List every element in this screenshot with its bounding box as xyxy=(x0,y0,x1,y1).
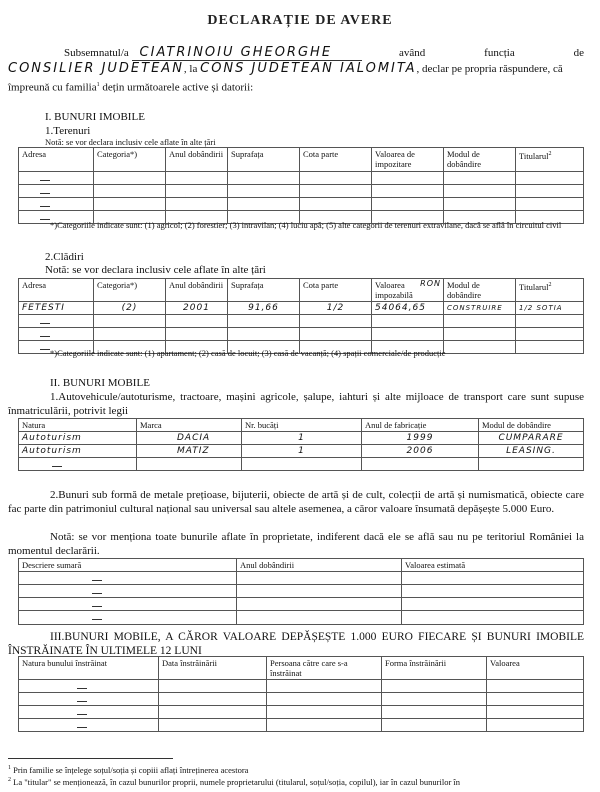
col-header: Adresa xyxy=(19,148,94,172)
table-row xyxy=(19,693,584,706)
table-cell: 1/2 SOTIA xyxy=(516,302,584,315)
bunuri-table xyxy=(18,558,584,625)
table-row xyxy=(19,458,584,471)
terenuri-table xyxy=(18,147,584,224)
col-header: Natura bunului înstrăinat xyxy=(19,657,159,680)
col-header: Persoana către care s-a înstrăinat xyxy=(267,657,382,680)
table-cell: MATIZ xyxy=(137,445,242,458)
col-header: Descriere sumară xyxy=(19,559,237,572)
col-header-text: Titularul xyxy=(519,281,549,292)
col-header: Suprafața xyxy=(228,148,300,172)
footnote-ref-2: 2 xyxy=(548,282,552,288)
dash-mark xyxy=(40,193,50,194)
table-row xyxy=(19,432,584,445)
col-header: Categoria*) xyxy=(94,279,166,302)
col-header: Anul dobândirii xyxy=(166,148,228,172)
table-cell: 2006 xyxy=(362,445,479,458)
col-header: Valoarea xyxy=(487,657,584,680)
dash-mark xyxy=(40,349,50,350)
dash-mark xyxy=(92,619,102,620)
table-cell: 91,66 xyxy=(228,302,300,315)
table-row xyxy=(19,328,584,341)
table-cell xyxy=(19,719,159,732)
col-header: Modul de dobândire xyxy=(479,419,584,432)
footnote-2-text: La "titular" se menționează, în cazul bunurilor proprii, numele proprietarului (titularul, soțul/soția, copilul), iar în cazul bunurilor în xyxy=(11,776,461,787)
table-header-row xyxy=(19,657,584,680)
table-row xyxy=(19,598,584,611)
col-header: Cota parte xyxy=(300,279,372,302)
col-header xyxy=(516,148,584,172)
table-cell: (2) xyxy=(94,302,166,315)
table-cell: 1/2 xyxy=(300,302,372,315)
section-2-heading: II. BUNURI MOBILE xyxy=(50,377,150,389)
footnote-ref-2: 2 xyxy=(548,151,552,157)
table-cell xyxy=(19,680,159,693)
table-cell xyxy=(19,198,94,211)
at-label: , la xyxy=(183,63,198,75)
col-header: Anul dobândirii xyxy=(166,279,228,302)
dash-mark xyxy=(40,180,50,181)
col-header: Cota parte xyxy=(300,148,372,172)
intro-line-2 xyxy=(8,62,584,76)
cladiri-heading: 2.Clădiri xyxy=(45,251,84,263)
ron-annotation: RON xyxy=(420,279,441,288)
col-header: Marca xyxy=(137,419,242,432)
table-row xyxy=(19,719,584,732)
table-cell: CUMPARARE xyxy=(479,432,584,445)
table-row xyxy=(19,445,584,458)
table-row xyxy=(19,315,584,328)
table-cell: DACIA xyxy=(137,432,242,445)
declarant-name: CIATRINOIU GHEORGHE xyxy=(132,46,362,61)
dash-mark xyxy=(77,714,87,715)
footnote-divider xyxy=(8,758,173,759)
table-row xyxy=(19,572,584,585)
vehicule-table xyxy=(18,418,584,471)
terenuri-heading: 1.Terenuri xyxy=(45,125,91,137)
col-header: Natura xyxy=(19,419,137,432)
section-3-heading: III.BUNURI MOBILE, A CĂROR VALOARE DEPĂȘEȘTE 1.000 EURO FIECARE ȘI BUNURI IMOBILE ÎNSTRĂINATE ÎN ULTIMELE 12 LUNI xyxy=(8,631,584,657)
table-cell: Autoturism xyxy=(19,432,137,445)
table-cell xyxy=(19,315,94,328)
table-cell: 54064,65 xyxy=(372,302,444,315)
page-title: DECLARAȚIE DE AVERE xyxy=(207,13,393,28)
function-value: CONSILIER JUDETEAN xyxy=(8,61,184,76)
footnote-2-marker: 2 xyxy=(8,777,11,783)
footnote-1-marker: 1 xyxy=(8,765,11,771)
dash-mark xyxy=(40,336,50,337)
instrainate-table xyxy=(18,656,584,732)
dash-mark xyxy=(77,727,87,728)
table-cell xyxy=(19,706,159,719)
dash-mark xyxy=(77,701,87,702)
cladiri-note: Notă: se vor declara inclusiv cele aflate în alte țări xyxy=(45,264,266,276)
table-cell: 1 xyxy=(242,432,362,445)
col-header xyxy=(444,148,516,172)
table-row xyxy=(19,185,584,198)
col-header: Anul dobândirii xyxy=(237,559,402,572)
col-header-text: Modul de dobândire xyxy=(447,149,481,169)
col-header xyxy=(516,279,584,302)
dash-mark xyxy=(52,466,62,467)
col-header: Modul de dobândire xyxy=(444,279,516,302)
col-header: Forma înstrăinării xyxy=(382,657,487,680)
dash-mark xyxy=(92,580,102,581)
vehicule-text: 1.Autovehicule/autoturisme, tractoare, mașini agricole, șalupe, iahturi și alte mijloace de transport care sunt supuse înmatriculării, potrivit legii xyxy=(8,391,584,417)
table-cell: 1999 xyxy=(362,432,479,445)
cladiri-table xyxy=(18,278,584,354)
table-header-row xyxy=(19,279,584,302)
table-row xyxy=(19,198,584,211)
terenuri-note: Notă: se vor declara inclusiv cele aflate în alte țări xyxy=(45,137,216,147)
institution-value: CONS JUDETEAN IALOMITA xyxy=(200,61,417,76)
footnote-ref-1: 1 xyxy=(96,82,100,88)
table-cell: 2001 xyxy=(166,302,228,315)
table-header-row xyxy=(19,148,584,172)
intro-rest: dețin următoarele active și datorii: xyxy=(99,81,254,94)
table-cell: CONSTRUIRE xyxy=(444,302,516,315)
table-cell: FETESTI xyxy=(19,302,94,315)
col-header: Valoarea estimată xyxy=(402,559,584,572)
table-cell xyxy=(19,172,94,185)
declare-text: , declar pe propria răspundere, că xyxy=(416,63,563,75)
col-header: Valoarea de impozitare xyxy=(372,148,444,172)
bunuri-note: Notă: se vor menționa toate bunurile aflate în proprietate, indiferent dacă ele se află sau nu pe teritoriul României la momentul declarării. xyxy=(8,531,584,557)
table-cell xyxy=(19,585,237,598)
table-row xyxy=(19,611,584,625)
footnote-2 xyxy=(8,775,593,788)
intro-line-1 xyxy=(64,46,584,61)
col-header: Suprafața xyxy=(228,279,300,302)
table-row xyxy=(19,172,584,185)
dash-mark xyxy=(40,323,50,324)
cladiri-footnote: *)Categoriile indicate sunt: (1) apartament; (2) casă de locuit; (3) casă de vacanță; (4) spații comerciale/de producție xyxy=(50,348,446,358)
col-header: Adresa xyxy=(19,279,94,302)
col-header: Nr. bucăți xyxy=(242,419,362,432)
intro-family: împreună cu familia xyxy=(8,81,97,94)
table-cell xyxy=(19,598,237,611)
table-cell xyxy=(19,185,94,198)
intro-prefix: Subsemnatul/a xyxy=(64,47,129,59)
table-cell: Autoturism xyxy=(19,445,137,458)
terenuri-footnote: *)Categoriile indicate sunt: (1) agricol; (2) forestier; (3) intravilan; (4) luciu apă; (5) alte categorii de terenuri extravilane, dacă se află în circuitul civil xyxy=(50,220,562,230)
table-cell xyxy=(19,328,94,341)
footnote-1-text: Prin familie se înțelege soțul/soția și copiii aflați întreținerea acestora xyxy=(11,764,249,775)
col-header-text: Titularul xyxy=(519,150,549,161)
table-cell xyxy=(19,611,237,625)
table-cell xyxy=(19,572,237,585)
col-header: Data înstrăinării xyxy=(159,657,267,680)
dash-mark xyxy=(92,593,102,594)
bunuri-text: 2.Bunuri sub formă de metale prețioase, bijuterii, obiecte de artă și de cult, colecții de artă și numismatică, obiecte care fac parte din patrimoniul cultural național sau universal sau altele asemenea, a căror valoare însumată depășește 5.000 Euro. xyxy=(8,489,584,515)
table-row xyxy=(19,706,584,719)
table-header-row xyxy=(19,419,584,432)
section-1-heading: I. BUNURI IMOBILE xyxy=(45,111,145,123)
table-cell xyxy=(19,693,159,706)
table-cell: LEASING. xyxy=(479,445,584,458)
table-cell: 1 xyxy=(242,445,362,458)
dash-mark xyxy=(92,606,102,607)
table-row xyxy=(19,680,584,693)
footnote-1 xyxy=(8,763,593,776)
table-cell xyxy=(19,458,137,471)
dash-mark xyxy=(77,688,87,689)
dash-mark xyxy=(40,206,50,207)
function-label: având funcția de xyxy=(399,47,584,59)
table-row xyxy=(19,302,584,315)
intro-line-3 xyxy=(8,78,253,95)
col-header: Anul de fabricație xyxy=(362,419,479,432)
table-header-row xyxy=(19,559,584,572)
col-header: Categoria*) xyxy=(94,148,166,172)
table-row xyxy=(19,585,584,598)
col-header xyxy=(372,279,444,302)
col-header-text: Valoarea impozabilă xyxy=(375,280,413,300)
